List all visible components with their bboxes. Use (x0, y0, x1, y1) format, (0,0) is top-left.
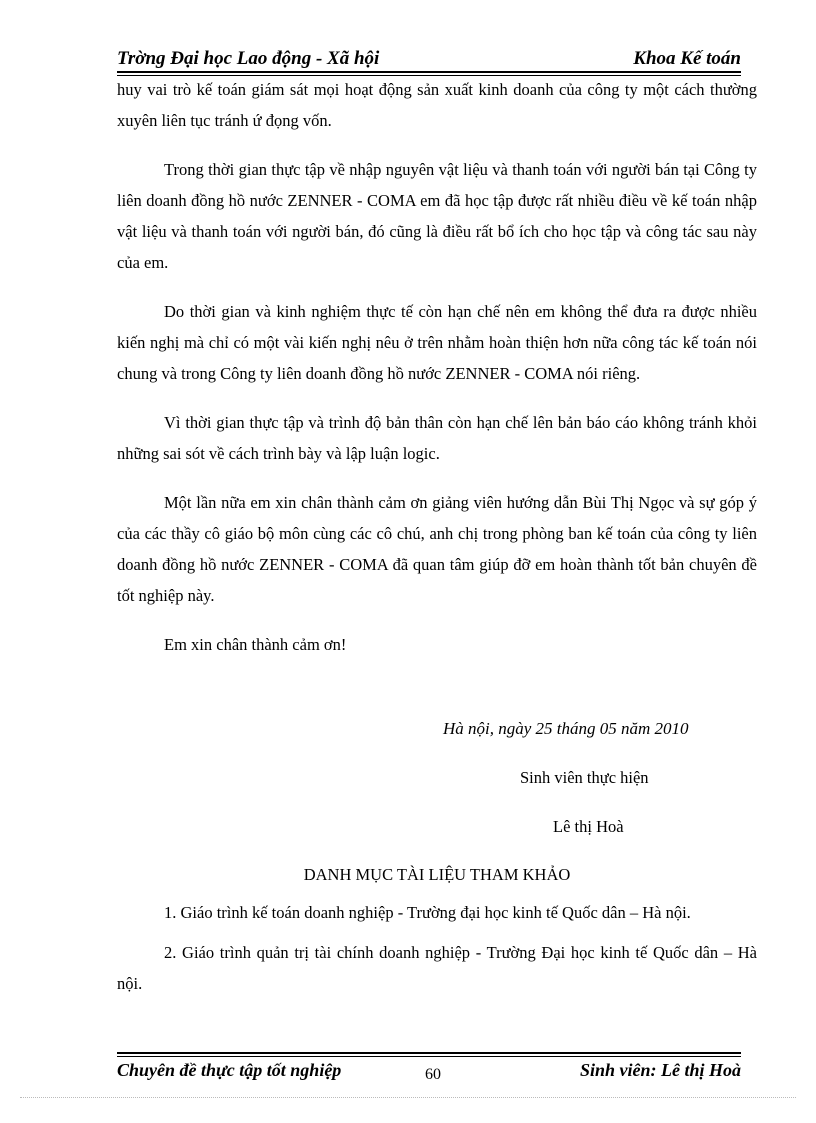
page-edge-divider (20, 1097, 796, 1098)
footer-rule-thick (117, 1052, 741, 1054)
body-text (117, 74, 757, 678)
signature-name: Lê thị Hoà (553, 817, 624, 836)
footer-title: Chuyên đề thực tập tốt nghiệp (117, 1060, 342, 1080)
paragraph: Vì thời gian thực tập và trình độ bản thân còn hạn chế lên bản báo cáo không tránh khỏi những sai sót về cách trình bày và lập luận logic. (117, 413, 757, 463)
closing-line: Em xin chân thành cảm ơn! (164, 635, 347, 654)
signature-date: Hà nội, ngày 25 tháng 05 năm 2010 (443, 719, 689, 738)
footer-student: Sinh viên: Lê thị Hoà (579, 1060, 741, 1080)
paragraph: huy vai trò kế toán giám sát mọi hoạt động sản xuất kinh doanh của công ty một cách thường xuyên liên tục tránh ứ đọng vốn. (117, 80, 757, 130)
reference-item: 2. Giáo trình quản trị tài chính doanh nghiệp - Trường Đại học kinh tế Quốc dân – Hà nội. (117, 943, 757, 993)
page-number: 60 (425, 1066, 441, 1083)
paragraph: Trong thời gian thực tập về nhập nguyên vật liệu và thanh toán với người bán tại Công ty liên doanh đồng hồ nước ZENNER - COMA em đã học tập được rất nhiều điều về kế toán nhập vật liệu và thanh toán với người bán, đó cũng là điều rất bổ ích cho học tập và công tác sau này của em. (117, 160, 757, 272)
header-university: Trờng Đại học Lao động - Xã hội (117, 48, 380, 69)
references-list (117, 897, 757, 1008)
paragraph: Một lần nữa em xin chân thành cảm ơn giảng viên hướng dẫn Bùi Thị Ngọc và sự góp ý của các thầy cô giáo bộ môn cùng các cô chú, anh chị trong phòng ban kế toán của công ty liên doanh đồng hồ nước ZENNER - COMA đã quan tâm giúp đỡ em hoàn thành tốt bản chuyên đề tốt nghiệp này. (117, 493, 757, 605)
header-faculty: Khoa Kế toán (633, 48, 741, 69)
reference-item: 1. Giáo trình kế toán doanh nghiệp - Trường đại học kinh tế Quốc dân – Hà nội. (164, 903, 691, 922)
running-header (117, 48, 741, 70)
references-title: DANH MỤC TÀI LIỆU THAM KHẢO (303, 865, 571, 884)
footer-rule-thin (117, 1056, 741, 1057)
header-rule-thick (117, 71, 741, 73)
paragraph: Do thời gian và kinh nghiệm thực tế còn hạn chế nên em không thể đưa ra được nhiều kiến nghị mà chỉ có một vài kiến nghị nêu ở trên nhằm hoàn thiện hơn nữa công tác kế toán nói chung và trong Công ty liên doanh đồng hồ nước ZENNER - COMA nói riêng. (117, 302, 757, 383)
signature-role: Sinh viên thực hiện (520, 768, 649, 787)
